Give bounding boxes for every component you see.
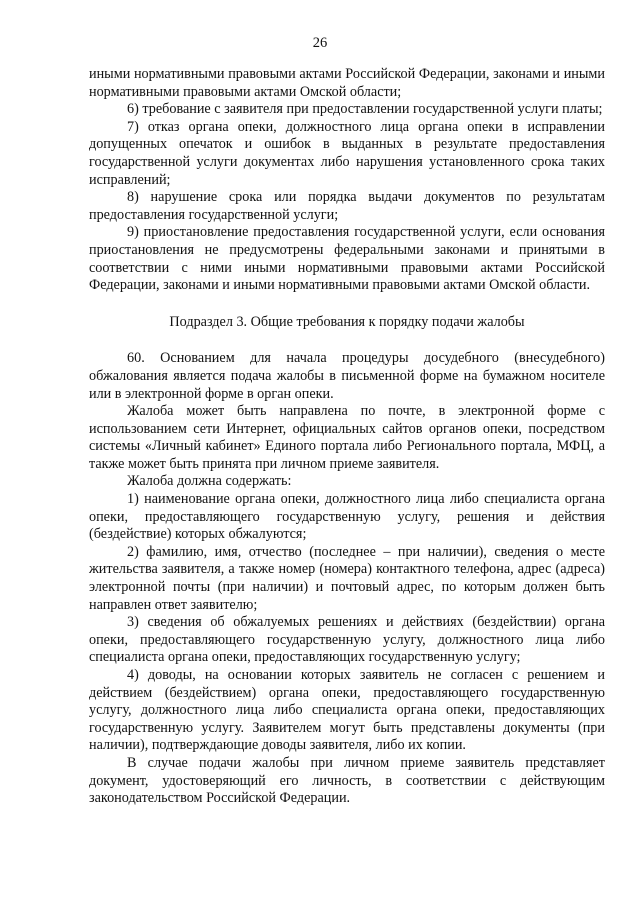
paragraph-complaint-contents-intro: Жалоба должна содержать: — [127, 473, 292, 490]
complaint-item-2: 2) фамилию, имя, отчество (последнее – при наличии), сведения о месте жительства заявителя, а также номер (номера) контактного телефона, адрес (адреса) электронной почты (при наличии) и почтовый адрес, по которым должен быть направлен ответ заявителю; — [89, 543, 605, 613]
list-item-7: 7) отказ органа опеки, должностного лица органа опеки в исправлении допущенных опечаток и ошибок в выданных в результате предоставления государственной услуги документах либо нарушения установленного срока таких исправлений; — [89, 118, 605, 188]
page-number: 26 — [312, 35, 328, 51]
list-item-8: 8) нарушение срока или порядка выдачи документов по результатам предоставления государственной услуги; — [89, 189, 605, 223]
complaint-item-3: 3) сведения об обжалуемых решениях и действиях (бездействии) органа опеки, предоставляющего государственную услугу, должностного лица либо специалиста органа опеки, предоставляющих государственную услугу; — [89, 614, 605, 666]
paragraph-60: 60. Основанием для начала процедуры досудебного (внесудебного) обжалования является подача жалобы в письменной форме на бумажном носителе или в электронной форме в орган опеки. — [89, 350, 605, 402]
paragraph-personal-reception: В случае подачи жалобы при личном приеме заявитель представляет документ, удостоверяющий его личность, в соответствии с действующим законодательством Российской Федерации. — [89, 754, 605, 807]
complaint-item-4: 4) доводы, на основании которых заявитель не согласен с решением и действием (бездействием) органа опеки, предоставляющего государственную услугу, должностного лица либо специалиста органа опеки, предоставляющих государственную услугу. Заявителем могут быть представлены документы (при наличии), подтверждающие доводы заявителя, либо их копии. — [89, 667, 605, 754]
list-item-9: 9) приостановление предоставления государственной услуги, если основания приостановления не предусмотрены федеральными законами и принятыми в соответствии с ними иными нормативными правовыми актами Российской Федерации, законами и иными нормативными правовыми актами Омской области. — [89, 224, 605, 294]
page-content — [89, 66, 605, 808]
paragraph-continuation: иными нормативными правовыми актами Российской Федерации, законами и иными нормативными правовыми актами Омской области; — [89, 66, 605, 100]
section-heading: Подраздел 3. Общие требования к порядку подачи жалобы — [169, 313, 525, 330]
paragraph-submission-channels: Жалоба может быть направлена по почте, в электронной форме с использованием сети Интернет, официальных сайтов органов опеки, посредством системы «Личный кабинет» Единого портала либо Регионального портала, МФЦ, а также может быть принята при личном приеме заявителя. — [89, 403, 605, 472]
complaint-item-1: 1) наименование органа опеки, должностного лица либо специалиста органа опеки, предоставляющего государственную услугу, решения и действия (бездействие) которых обжалуются; — [89, 491, 605, 543]
list-item-6: 6) требование с заявителя при предоставлении государственной услуги платы; — [127, 101, 603, 118]
